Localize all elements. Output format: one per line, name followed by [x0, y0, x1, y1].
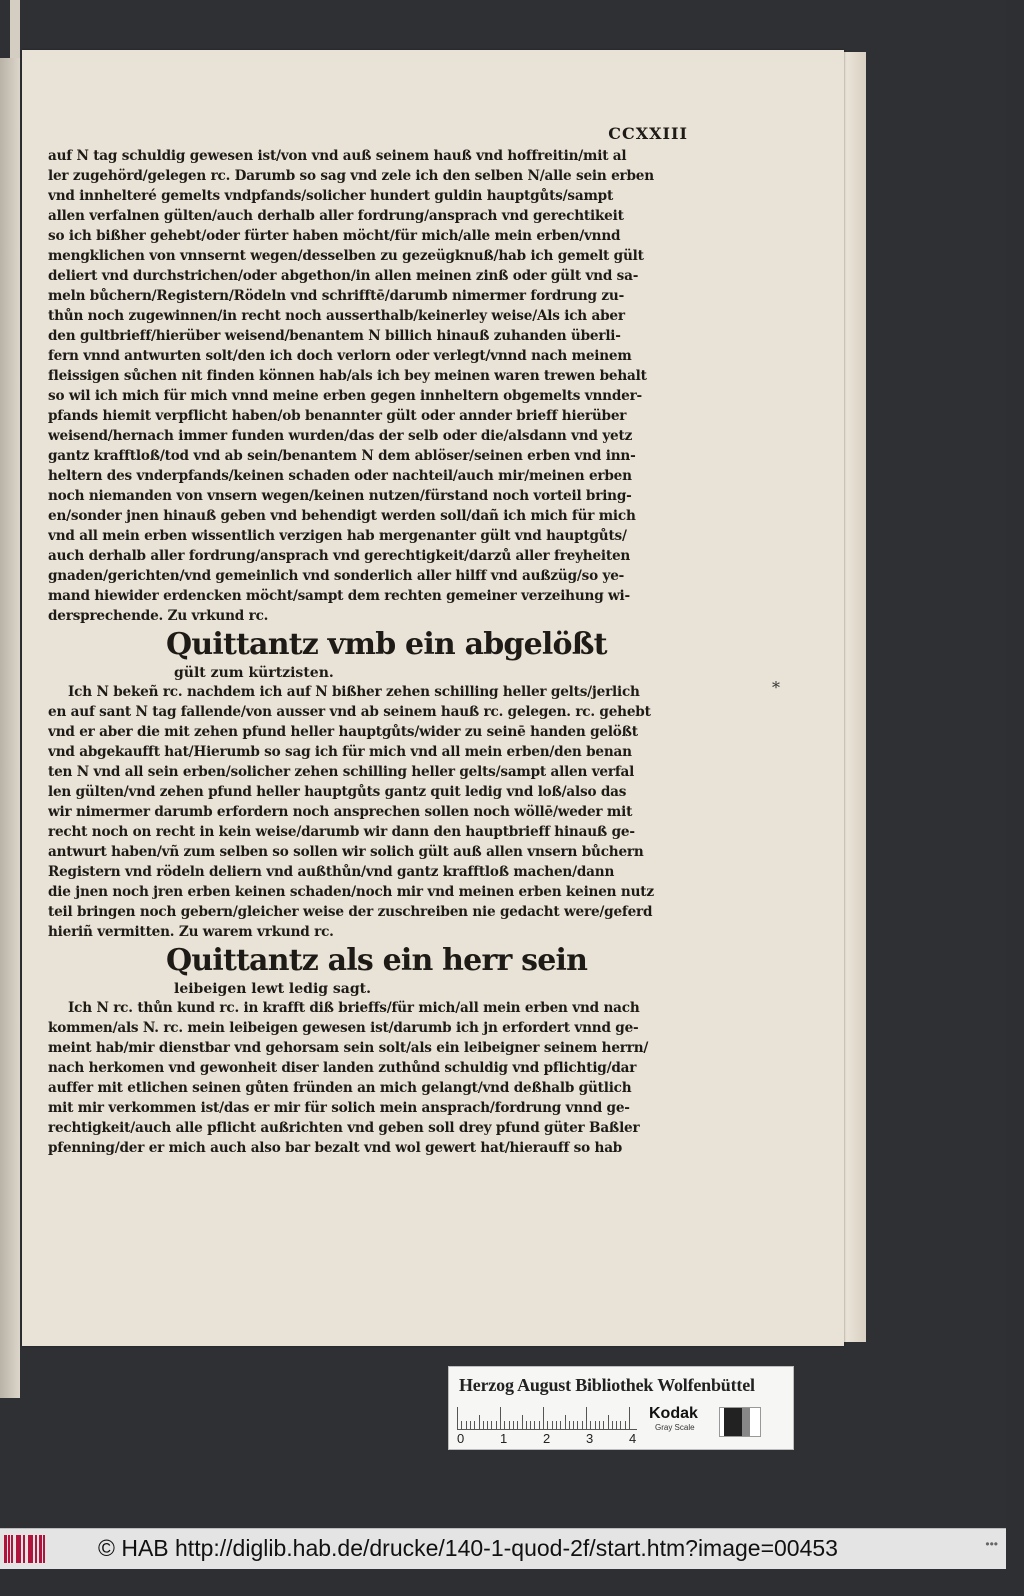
ruler-tick [483, 1421, 484, 1429]
ruler-tick [496, 1421, 497, 1429]
text-line: mand hiewider erdencken möcht/sampt dem rechten gemeiner verzeihung wi- [48, 588, 630, 604]
ruler-number: 1 [500, 1431, 508, 1446]
ruler-tick [599, 1421, 600, 1429]
text-line: meint hab/mir dienstbar vnd gehorsam sein solt/als ein leibeigner seinem herrn/ [48, 1040, 649, 1056]
text-line: vnd all mein erben wissentlich verzigen hab mergenanter gült vnd hauptgůts/ [48, 528, 627, 544]
ruler-tick [504, 1421, 505, 1429]
ruler-tick [470, 1421, 471, 1429]
ruler-tick [595, 1421, 596, 1429]
text-line: Ich N rc. thůn kund rc. in krafft diß brieffs/für mich/all mein erben vnd nach [68, 1000, 640, 1016]
barcode-stripe [23, 1535, 25, 1563]
text-line: len gülten/vnd zehen pfund heller hauptgůts gantz quit ledig vnd loß/also das [48, 784, 627, 800]
text-line: gantz krafftloß/tod vnd ab sein/benantem N dem ablöser/seinen erben vnd inn- [48, 448, 636, 464]
text-line: die jnen noch jren erben keinen schaden/noch mir vnd meinen erben keinen nutz [48, 884, 654, 900]
text-line: allen verfalnen gülten/auch derhalb aller fordrung/ansprach vnd gerechtikeit [48, 208, 624, 224]
ruler-tick [539, 1421, 540, 1429]
ruler-tick [526, 1421, 527, 1429]
ruler-tick [522, 1415, 523, 1429]
ruler-tick [569, 1421, 570, 1429]
text-line: rechtigkeit/auch alle pflicht außrichten vnd geben soll drey pfund güter Baßler [48, 1120, 640, 1136]
ruler-tick [625, 1421, 626, 1429]
text-line: auffer mit etlichen seinen gůten fründen an mich gelangt/vnd deßhalb gütlich [48, 1080, 632, 1096]
text-line: fern vnnd antwurten solt/den ich doch verlorn oder verlegt/vnnd nach meinem [48, 348, 632, 364]
text-line: deliert vnd durchstrichen/oder abgethon/in allen meinen zinß oder gült vnd sa- [48, 268, 639, 284]
text-line: meln bůchern/Registern/Rödeln vnd schrifftē/darumb nimermer fordrung zu- [48, 288, 625, 304]
left-page-edge [0, 58, 20, 1398]
text-line: teil bringen noch gebern/gleicher weise der zuschreiben nie gedacht were/geferd [48, 904, 653, 920]
barcode-stripe [11, 1535, 13, 1563]
text-line: noch niemanden von vnsern wegen/keinen nutzen/fürstand noch vorteil bring- [48, 488, 632, 504]
ruler-tick [461, 1421, 462, 1429]
ruler-number: 2 [543, 1431, 551, 1446]
ruler-tick [573, 1421, 574, 1429]
ruler-tick [487, 1421, 488, 1429]
ruler-tick [603, 1421, 604, 1429]
ruler-tick [491, 1421, 492, 1429]
text-line: nach herkomen vnd gewonheit diser landen zuthůnd schuldig vnd pflichtig/dar [48, 1060, 637, 1076]
text-line: auf N tag schuldig gewesen ist/von vnd auß seinem hauß vnd hoffreitin/mit al [48, 148, 627, 164]
ruler-tick [530, 1421, 531, 1429]
color-calibration-card [448, 1366, 794, 1450]
text-line: hieriñ vermitten. Zu warem vrkund rc. [48, 924, 334, 940]
barcode-stripe [8, 1535, 10, 1563]
text-line: heltern des vnderpfands/keinen schaden oder nachteil/auch mir/meinen erben [48, 468, 632, 484]
ruler-tick [543, 1407, 544, 1429]
text-line: vnd er aber die mit zehen pfund heller hauptgůts/wider zu seinē handen gelößt [48, 724, 638, 740]
ruler-tick [629, 1407, 630, 1429]
ruler-tick [612, 1421, 613, 1429]
text-line: mengklichen von vnnsernt wegen/desselben zu gezeügknuß/hab ich gemelt gült [48, 248, 644, 264]
text-line: vnd abgekaufft hat/Hierumb so sag ich für mich vnd all mein erben/den benan [48, 744, 632, 760]
ruler-tick [513, 1421, 514, 1429]
margin-asterisk-mark: * [772, 678, 780, 697]
section-2-paragraph [48, 998, 688, 1158]
ruler-tick [500, 1407, 501, 1429]
ruler-tick [552, 1421, 553, 1429]
ruler-tick [577, 1421, 578, 1429]
section-subheading-1: gült zum kürtzisten. [174, 665, 334, 681]
text-line: mit mir verkommen ist/das er mir für solich mein ansprach/fordrung vnnd ge- [48, 1100, 630, 1116]
ruler-tick [586, 1407, 587, 1429]
ruler-tick [620, 1421, 621, 1429]
text-line: recht noch on recht in kein weise/darumb wir dann den hauptbrieff hinauß ge- [48, 824, 635, 840]
barcode-stripe [39, 1535, 42, 1563]
ruler-number: 4 [629, 1431, 637, 1446]
text-line: en/sonder jnen hinauß geben vnd behendigt werden soll/dañ ich mich für mich [48, 508, 636, 524]
ruler-tick [474, 1421, 475, 1429]
text-line: Ich N bekeñ rc. nachdem ich auf N bißher zehen schilling heller gelts/jerlich [68, 684, 640, 700]
ruler-tick [534, 1421, 535, 1429]
gray-scale-patch [719, 1407, 761, 1437]
barcode-stripe [31, 1535, 33, 1563]
gray-scale-label: Gray Scale [655, 1423, 695, 1432]
ruler-tick [479, 1415, 480, 1429]
text-line: kommen/als N. rc. mein leibeigen gewesen ist/darumb ich jn erfordert vnnd ge- [48, 1020, 639, 1036]
intro-paragraph [48, 146, 688, 626]
ruler-numbers [457, 1431, 657, 1447]
barcode-stripe [19, 1535, 21, 1563]
ruler-tick [560, 1421, 561, 1429]
ruler-tick [565, 1415, 566, 1429]
text-line: so ich bißher gehebt/oder fürter haben möcht/für mich/alle mein erben/vnnd [48, 228, 621, 244]
ruler-tick [457, 1407, 458, 1429]
text-line: ler zugehörd/gelegen rc. Darumb so sag vnd zele ich den selben N/alle sein erben [48, 168, 654, 184]
text-line: en auf sant N tag fallende/von ausser vnd ab seinem hauß rc. gelegen. rc. gehebt [48, 704, 651, 720]
text-line: ten N vnd all sein erben/solicher zehen schilling heller gelts/sampt allen verfal [48, 764, 635, 780]
ruler-tick [616, 1421, 617, 1429]
text-line: wir nimermer darumb erfordern noch ansprechen sollen noch wöllē/weder mit [48, 804, 633, 820]
hab-barcode-logo-icon[interactable] [4, 1535, 48, 1563]
library-card-title: Herzog August Bibliothek Wolfenbüttel [459, 1375, 755, 1395]
text-line: auch derhalb aller fordrung/ansprach vnd gerechtigkeit/darzů aller freyheiten [48, 548, 631, 564]
left-page-top-edge [10, 0, 20, 60]
ruler-tick [509, 1421, 510, 1429]
scanned-page [22, 50, 844, 1346]
ruler-tick [466, 1421, 467, 1429]
text-line: thůn noch zugewinnen/in recht noch ausserthalb/keinerley weise/Als ich aber [48, 308, 625, 324]
barcode-stripe [4, 1535, 7, 1563]
text-line: dersprechende. Zu vrkund rc. [48, 608, 269, 624]
section-heading-1: Quittantz vmb ein abgelößt [166, 627, 607, 662]
status-bar [0, 1528, 1006, 1569]
text-line: pfenning/der er mich auch also bar bezalt vnd wol gewert hat/hierauff so hab [48, 1140, 623, 1156]
ruler-number: 3 [586, 1431, 594, 1446]
text-line: vnd innhelteré gemelts vndpfands/solicher hundert guldin hauptgůts/sampt [48, 188, 614, 204]
text-line: weisend/hernach immer funden wurden/das der selb oder die/alsdann vnd yetz [48, 428, 633, 444]
ruler-tick [608, 1415, 609, 1429]
section-subheading-2: leibeigen lewt ledig sagt. [174, 981, 372, 997]
text-line: fleissigen sůchen nit finden können hab/als ich bey meinen waren trewen behalt [48, 368, 647, 384]
text-line: Registern vnd rödeln deliern vnd außthůn/vnd gantz krafftloß machen/dann [48, 864, 615, 880]
barcode-stripe [35, 1535, 37, 1563]
ruler-number: 0 [457, 1431, 465, 1446]
text-line: antwurt haben/vñ zum selben so sollen wir solich gült auß allen vnsern bůchern [48, 844, 644, 860]
measurement-ruler [457, 1403, 637, 1430]
text-line: den gultbrieff/hierüber weisend/benantem N billich hinauß zuhanden überli- [48, 328, 621, 344]
ruler-tick [517, 1421, 518, 1429]
text-line: gnaden/gerichten/vnd gemeinlich vnd sonderlich aller hilff vnd außzüg/so ye- [48, 568, 625, 584]
folio-number: CCXXIII [608, 124, 688, 143]
copyright-url-text: © HAB http://diglib.hab.de/drucke/140-1-quod-2f/start.htm?image=00453 [98, 1535, 838, 1561]
section-1-paragraph [48, 682, 688, 942]
ruler-tick [556, 1421, 557, 1429]
text-line: pfands hiemit verpflicht haben/ob benannter gült oder annder brieff hierüber [48, 408, 627, 424]
page-text-block [48, 124, 688, 1158]
barcode-stripe [43, 1535, 45, 1563]
ruler-tick [590, 1421, 591, 1429]
ruler-tick [547, 1421, 548, 1429]
ruler-tick [582, 1421, 583, 1429]
more-options-icon[interactable]: ••• [985, 1537, 998, 1551]
text-line: so wil ich mich für mich vnnd meine erben gegen innheltern obgemelts vnnder- [48, 388, 642, 404]
section-heading-2: Quittantz als ein herr sein [166, 943, 588, 978]
kodak-logo: Kodak [649, 1405, 698, 1422]
